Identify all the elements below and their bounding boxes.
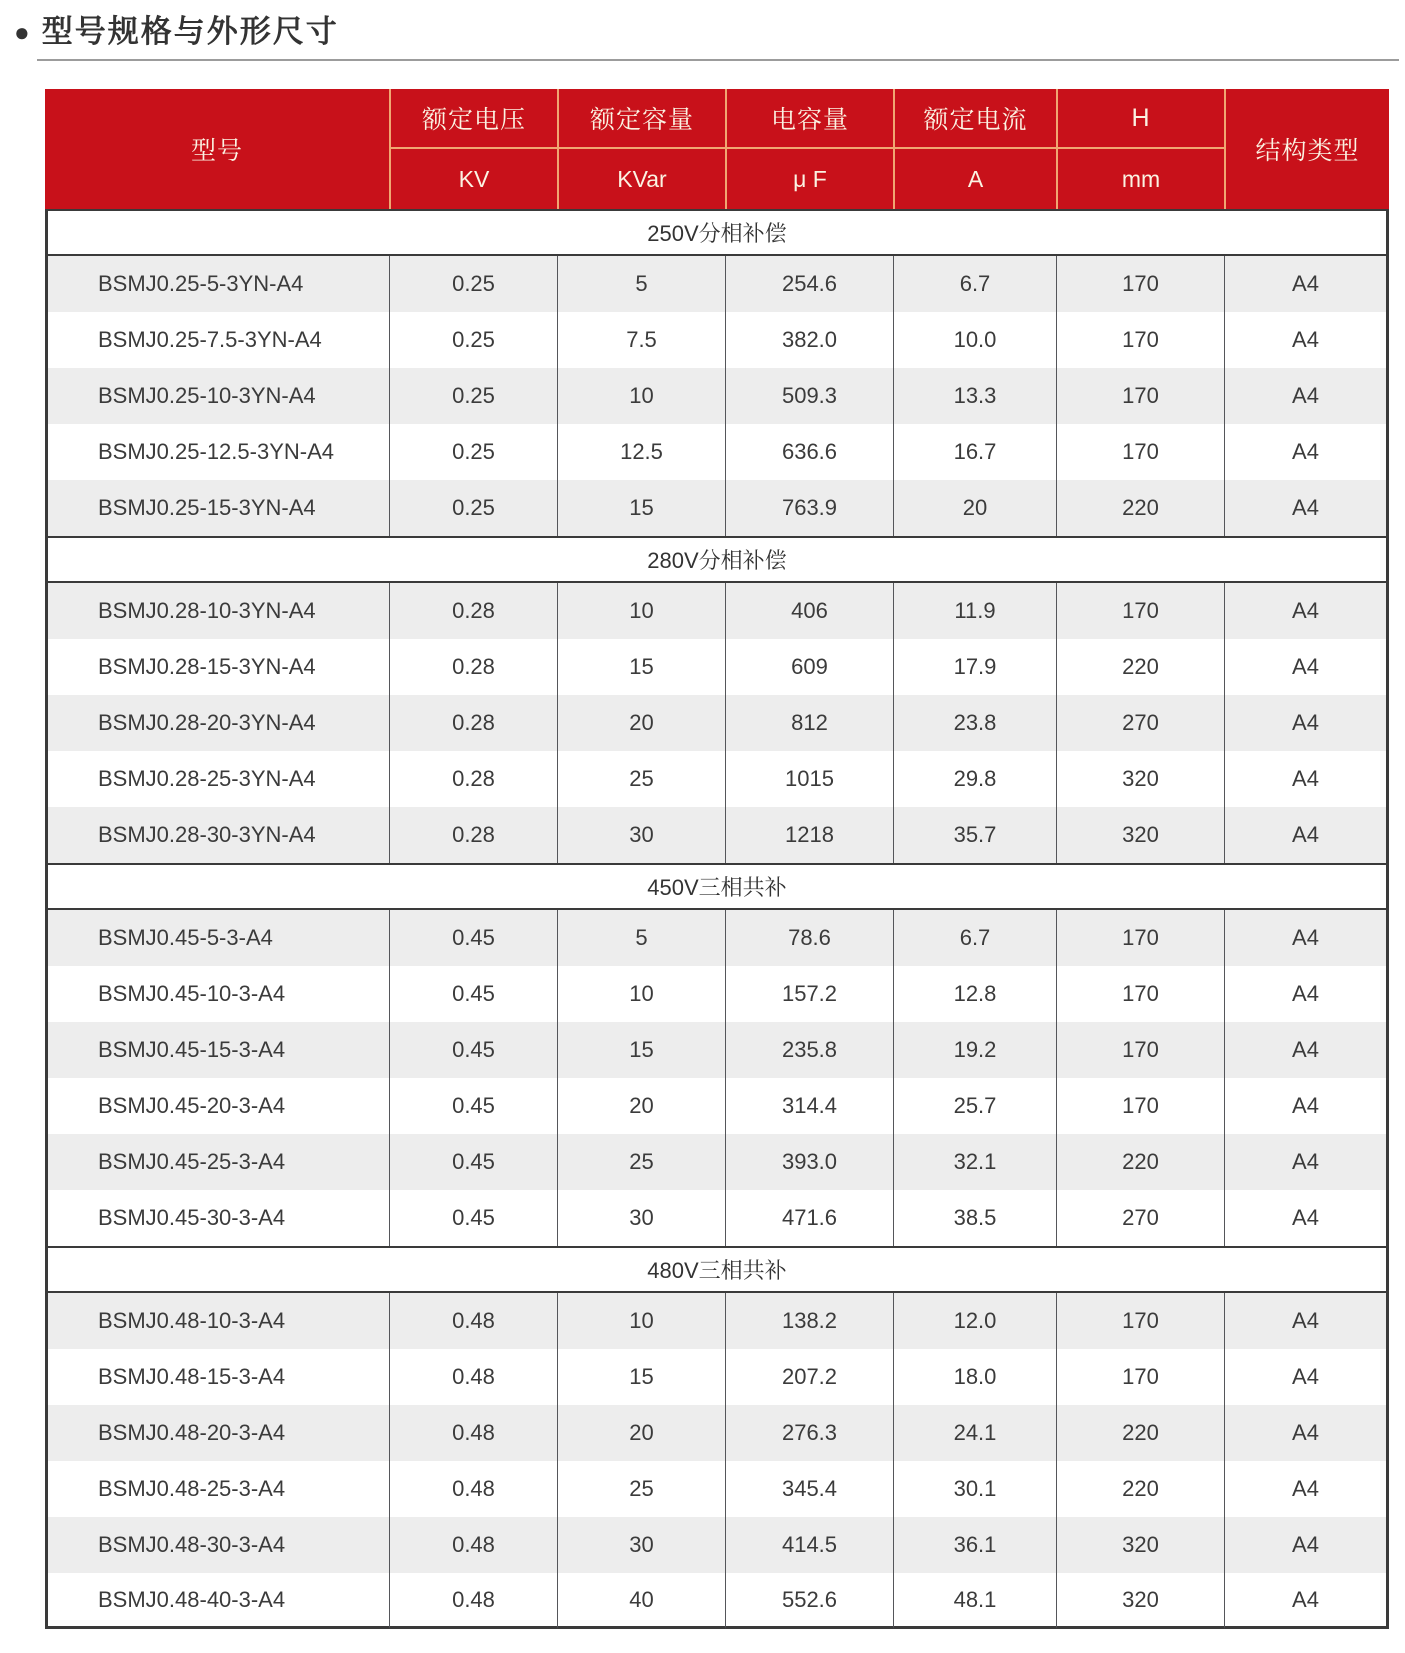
- section-header-row: [45, 536, 1389, 583]
- capacitance-cell: 1218: [725, 807, 893, 863]
- model-cell: BSMJ0.45-30-3-A4: [45, 1190, 389, 1246]
- section-title: 450V三相共补: [45, 863, 1389, 910]
- rated-current-cell: 32.1: [893, 1134, 1056, 1190]
- rated-voltage-cell: 0.48: [389, 1461, 557, 1517]
- rated-current-cell: 19.2: [893, 1022, 1056, 1078]
- capacitance-cell: 552.6: [725, 1573, 893, 1629]
- table-row: [45, 1134, 1389, 1190]
- rated-capacity-cell: 15: [557, 1349, 725, 1405]
- page-title: 型号规格与外形尺寸: [41, 14, 339, 49]
- height-cell: 170: [1056, 1078, 1224, 1134]
- rated-capacity-cell: 30: [557, 807, 725, 863]
- capacitance-cell: 1015: [725, 751, 893, 807]
- structure-type-cell: A4: [1224, 256, 1389, 312]
- rated-capacity-cell: 15: [557, 639, 725, 695]
- rated-voltage-cell: 0.45: [389, 1134, 557, 1190]
- capacitance-cell: 314.4: [725, 1078, 893, 1134]
- capacitance-cell: 812: [725, 695, 893, 751]
- model-cell: BSMJ0.48-10-3-A4: [45, 1293, 389, 1349]
- table-row: [45, 1517, 1389, 1573]
- table-row: [45, 966, 1389, 1022]
- section-title: 480V三相共补: [45, 1246, 1389, 1293]
- col-header-height: H: [1056, 89, 1224, 149]
- section-title: 280V分相补偿: [45, 536, 1389, 583]
- rated-current-cell: 29.8: [893, 751, 1056, 807]
- model-cell: BSMJ0.28-20-3YN-A4: [45, 695, 389, 751]
- structure-type-cell: A4: [1224, 807, 1389, 863]
- capacitance-cell: 763.9: [725, 480, 893, 536]
- rated-capacity-cell: 30: [557, 1190, 725, 1246]
- table-row: [45, 1349, 1389, 1405]
- rated-capacity-cell: 10: [557, 1293, 725, 1349]
- rated-voltage-cell: 0.28: [389, 695, 557, 751]
- rated-current-cell: 12.0: [893, 1293, 1056, 1349]
- title-divider: [37, 59, 1399, 61]
- structure-type-cell: A4: [1224, 910, 1389, 966]
- height-cell: 170: [1056, 583, 1224, 639]
- model-cell: BSMJ0.25-12.5-3YN-A4: [45, 424, 389, 480]
- rated-current-cell: 11.9: [893, 583, 1056, 639]
- section-title: 250V分相补偿: [45, 209, 1389, 256]
- rated-current-cell: 20: [893, 480, 1056, 536]
- rated-voltage-cell: 0.25: [389, 480, 557, 536]
- rated-capacity-cell: 20: [557, 1078, 725, 1134]
- height-cell: 170: [1056, 424, 1224, 480]
- capacitance-cell: 345.4: [725, 1461, 893, 1517]
- model-cell: BSMJ0.25-15-3YN-A4: [45, 480, 389, 536]
- table-row: [45, 910, 1389, 966]
- capacitance-cell: 78.6: [725, 910, 893, 966]
- capacitance-cell: 471.6: [725, 1190, 893, 1246]
- rated-capacity-cell: 5: [557, 910, 725, 966]
- model-cell: BSMJ0.48-15-3-A4: [45, 1349, 389, 1405]
- table-row: [45, 1078, 1389, 1134]
- table-row: [45, 256, 1389, 312]
- table-row: [45, 751, 1389, 807]
- capacitance-cell: 393.0: [725, 1134, 893, 1190]
- height-cell: 270: [1056, 1190, 1224, 1246]
- rated-voltage-cell: 0.25: [389, 424, 557, 480]
- table-row: [45, 368, 1389, 424]
- model-cell: BSMJ0.45-25-3-A4: [45, 1134, 389, 1190]
- height-cell: 220: [1056, 1405, 1224, 1461]
- rated-voltage-cell: 0.25: [389, 368, 557, 424]
- rated-current-cell: 16.7: [893, 424, 1056, 480]
- rated-capacity-cell: 20: [557, 1405, 725, 1461]
- rated-capacity-cell: 5: [557, 256, 725, 312]
- section-header-row: [45, 863, 1389, 910]
- model-cell: BSMJ0.28-30-3YN-A4: [45, 807, 389, 863]
- model-cell: BSMJ0.48-40-3-A4: [45, 1573, 389, 1629]
- col-header-model: 型号: [45, 89, 389, 209]
- rated-voltage-cell: 0.45: [389, 1022, 557, 1078]
- table-row: [45, 695, 1389, 751]
- rated-voltage-cell: 0.48: [389, 1293, 557, 1349]
- rated-current-cell: 6.7: [893, 256, 1056, 312]
- height-cell: 220: [1056, 1134, 1224, 1190]
- col-header-rated-capacity: 额定容量: [557, 89, 725, 149]
- rated-current-cell: 24.1: [893, 1405, 1056, 1461]
- col-header-rated-current: 额定电流: [893, 89, 1056, 149]
- rated-capacity-cell: 7.5: [557, 312, 725, 368]
- rated-voltage-cell: 0.25: [389, 312, 557, 368]
- rated-capacity-cell: 15: [557, 480, 725, 536]
- structure-type-cell: A4: [1224, 966, 1389, 1022]
- height-cell: 170: [1056, 1349, 1224, 1405]
- rated-capacity-cell: 25: [557, 751, 725, 807]
- rated-current-cell: 30.1: [893, 1461, 1056, 1517]
- model-cell: BSMJ0.28-15-3YN-A4: [45, 639, 389, 695]
- col-header-capacitance: 电容量: [725, 89, 893, 149]
- capacitance-cell: 276.3: [725, 1405, 893, 1461]
- rated-capacity-cell: 30: [557, 1517, 725, 1573]
- height-cell: 170: [1056, 368, 1224, 424]
- rated-current-cell: 38.5: [893, 1190, 1056, 1246]
- rated-voltage-cell: 0.28: [389, 807, 557, 863]
- capacitance-cell: 382.0: [725, 312, 893, 368]
- rated-capacity-cell: 15: [557, 1022, 725, 1078]
- col-header-rated-voltage: 额定电压: [389, 89, 557, 149]
- structure-type-cell: A4: [1224, 424, 1389, 480]
- model-cell: BSMJ0.48-30-3-A4: [45, 1517, 389, 1573]
- capacitance-cell: 636.6: [725, 424, 893, 480]
- page-title-row: [0, 0, 1405, 50]
- table-row: [45, 480, 1389, 536]
- structure-type-cell: A4: [1224, 1517, 1389, 1573]
- model-cell: BSMJ0.45-10-3-A4: [45, 966, 389, 1022]
- rated-current-cell: 13.3: [893, 368, 1056, 424]
- spec-table: [45, 89, 1389, 1629]
- structure-type-cell: A4: [1224, 751, 1389, 807]
- rated-current-cell: 35.7: [893, 807, 1056, 863]
- model-cell: BSMJ0.45-15-3-A4: [45, 1022, 389, 1078]
- rated-capacity-cell: 40: [557, 1573, 725, 1629]
- rated-capacity-cell: 25: [557, 1461, 725, 1517]
- capacitance-cell: 138.2: [725, 1293, 893, 1349]
- structure-type-cell: A4: [1224, 312, 1389, 368]
- height-cell: 170: [1056, 966, 1224, 1022]
- capacitance-cell: 254.6: [725, 256, 893, 312]
- height-cell: 170: [1056, 256, 1224, 312]
- rated-capacity-cell: 10: [557, 966, 725, 1022]
- rated-current-cell: 48.1: [893, 1573, 1056, 1629]
- rated-voltage-cell: 0.48: [389, 1573, 557, 1629]
- table-row: [45, 1293, 1389, 1349]
- model-cell: BSMJ0.45-5-3-A4: [45, 910, 389, 966]
- spec-table-header: [45, 89, 1389, 209]
- col-unit-rated-voltage: KV: [389, 149, 557, 209]
- table-row: [45, 1022, 1389, 1078]
- structure-type-cell: A4: [1224, 1078, 1389, 1134]
- rated-voltage-cell: 0.28: [389, 639, 557, 695]
- height-cell: 320: [1056, 1573, 1224, 1629]
- table-row: [45, 1573, 1389, 1629]
- model-cell: BSMJ0.48-20-3-A4: [45, 1405, 389, 1461]
- structure-type-cell: A4: [1224, 1293, 1389, 1349]
- height-cell: 170: [1056, 1293, 1224, 1349]
- table-row: [45, 807, 1389, 863]
- model-cell: BSMJ0.25-10-3YN-A4: [45, 368, 389, 424]
- col-header-structure-type: 结构类型: [1224, 89, 1389, 209]
- height-cell: 220: [1056, 480, 1224, 536]
- model-cell: BSMJ0.48-25-3-A4: [45, 1461, 389, 1517]
- structure-type-cell: A4: [1224, 583, 1389, 639]
- col-unit-capacitance: μ F: [725, 149, 893, 209]
- model-cell: BSMJ0.25-7.5-3YN-A4: [45, 312, 389, 368]
- rated-voltage-cell: 0.45: [389, 1078, 557, 1134]
- capacitance-cell: 609: [725, 639, 893, 695]
- rated-capacity-cell: 10: [557, 583, 725, 639]
- table-row: [45, 424, 1389, 480]
- section-header-row: [45, 209, 1389, 256]
- structure-type-cell: A4: [1224, 1349, 1389, 1405]
- table-row: [45, 583, 1389, 639]
- height-cell: 220: [1056, 639, 1224, 695]
- capacitance-cell: 406: [725, 583, 893, 639]
- structure-type-cell: A4: [1224, 695, 1389, 751]
- structure-type-cell: A4: [1224, 639, 1389, 695]
- rated-capacity-cell: 20: [557, 695, 725, 751]
- height-cell: 220: [1056, 1461, 1224, 1517]
- col-unit-height: mm: [1056, 149, 1224, 209]
- rated-voltage-cell: 0.48: [389, 1405, 557, 1461]
- capacitance-cell: 207.2: [725, 1349, 893, 1405]
- rated-voltage-cell: 0.25: [389, 256, 557, 312]
- height-cell: 170: [1056, 910, 1224, 966]
- structure-type-cell: A4: [1224, 368, 1389, 424]
- rated-voltage-cell: 0.28: [389, 751, 557, 807]
- spec-table-body: [45, 209, 1389, 1629]
- col-unit-rated-current: A: [893, 149, 1056, 209]
- table-row: [45, 639, 1389, 695]
- title-bullet-icon: ●: [14, 17, 30, 47]
- table-row: [45, 1405, 1389, 1461]
- capacitance-cell: 414.5: [725, 1517, 893, 1573]
- height-cell: 320: [1056, 1517, 1224, 1573]
- rated-capacity-cell: 10: [557, 368, 725, 424]
- rated-voltage-cell: 0.48: [389, 1517, 557, 1573]
- structure-type-cell: A4: [1224, 1573, 1389, 1629]
- model-cell: BSMJ0.28-25-3YN-A4: [45, 751, 389, 807]
- rated-current-cell: 23.8: [893, 695, 1056, 751]
- model-cell: BSMJ0.28-10-3YN-A4: [45, 583, 389, 639]
- rated-capacity-cell: 25: [557, 1134, 725, 1190]
- height-cell: 170: [1056, 312, 1224, 368]
- rated-voltage-cell: 0.45: [389, 1190, 557, 1246]
- model-cell: BSMJ0.45-20-3-A4: [45, 1078, 389, 1134]
- rated-current-cell: 36.1: [893, 1517, 1056, 1573]
- rated-current-cell: 25.7: [893, 1078, 1056, 1134]
- col-unit-rated-capacity: KVar: [557, 149, 725, 209]
- structure-type-cell: A4: [1224, 1190, 1389, 1246]
- table-row: [45, 1190, 1389, 1246]
- height-cell: 320: [1056, 751, 1224, 807]
- capacitance-cell: 235.8: [725, 1022, 893, 1078]
- rated-current-cell: 10.0: [893, 312, 1056, 368]
- model-cell: BSMJ0.25-5-3YN-A4: [45, 256, 389, 312]
- height-cell: 170: [1056, 1022, 1224, 1078]
- height-cell: 270: [1056, 695, 1224, 751]
- structure-type-cell: A4: [1224, 1134, 1389, 1190]
- rated-current-cell: 6.7: [893, 910, 1056, 966]
- rated-current-cell: 17.9: [893, 639, 1056, 695]
- rated-voltage-cell: 0.45: [389, 966, 557, 1022]
- rated-voltage-cell: 0.45: [389, 910, 557, 966]
- table-row: [45, 1461, 1389, 1517]
- structure-type-cell: A4: [1224, 1405, 1389, 1461]
- table-row: [45, 312, 1389, 368]
- structure-type-cell: A4: [1224, 1022, 1389, 1078]
- rated-current-cell: 18.0: [893, 1349, 1056, 1405]
- capacitance-cell: 509.3: [725, 368, 893, 424]
- rated-voltage-cell: 0.28: [389, 583, 557, 639]
- capacitance-cell: 157.2: [725, 966, 893, 1022]
- structure-type-cell: A4: [1224, 480, 1389, 536]
- rated-capacity-cell: 12.5: [557, 424, 725, 480]
- rated-current-cell: 12.8: [893, 966, 1056, 1022]
- section-header-row: [45, 1246, 1389, 1293]
- rated-voltage-cell: 0.48: [389, 1349, 557, 1405]
- height-cell: 320: [1056, 807, 1224, 863]
- structure-type-cell: A4: [1224, 1461, 1389, 1517]
